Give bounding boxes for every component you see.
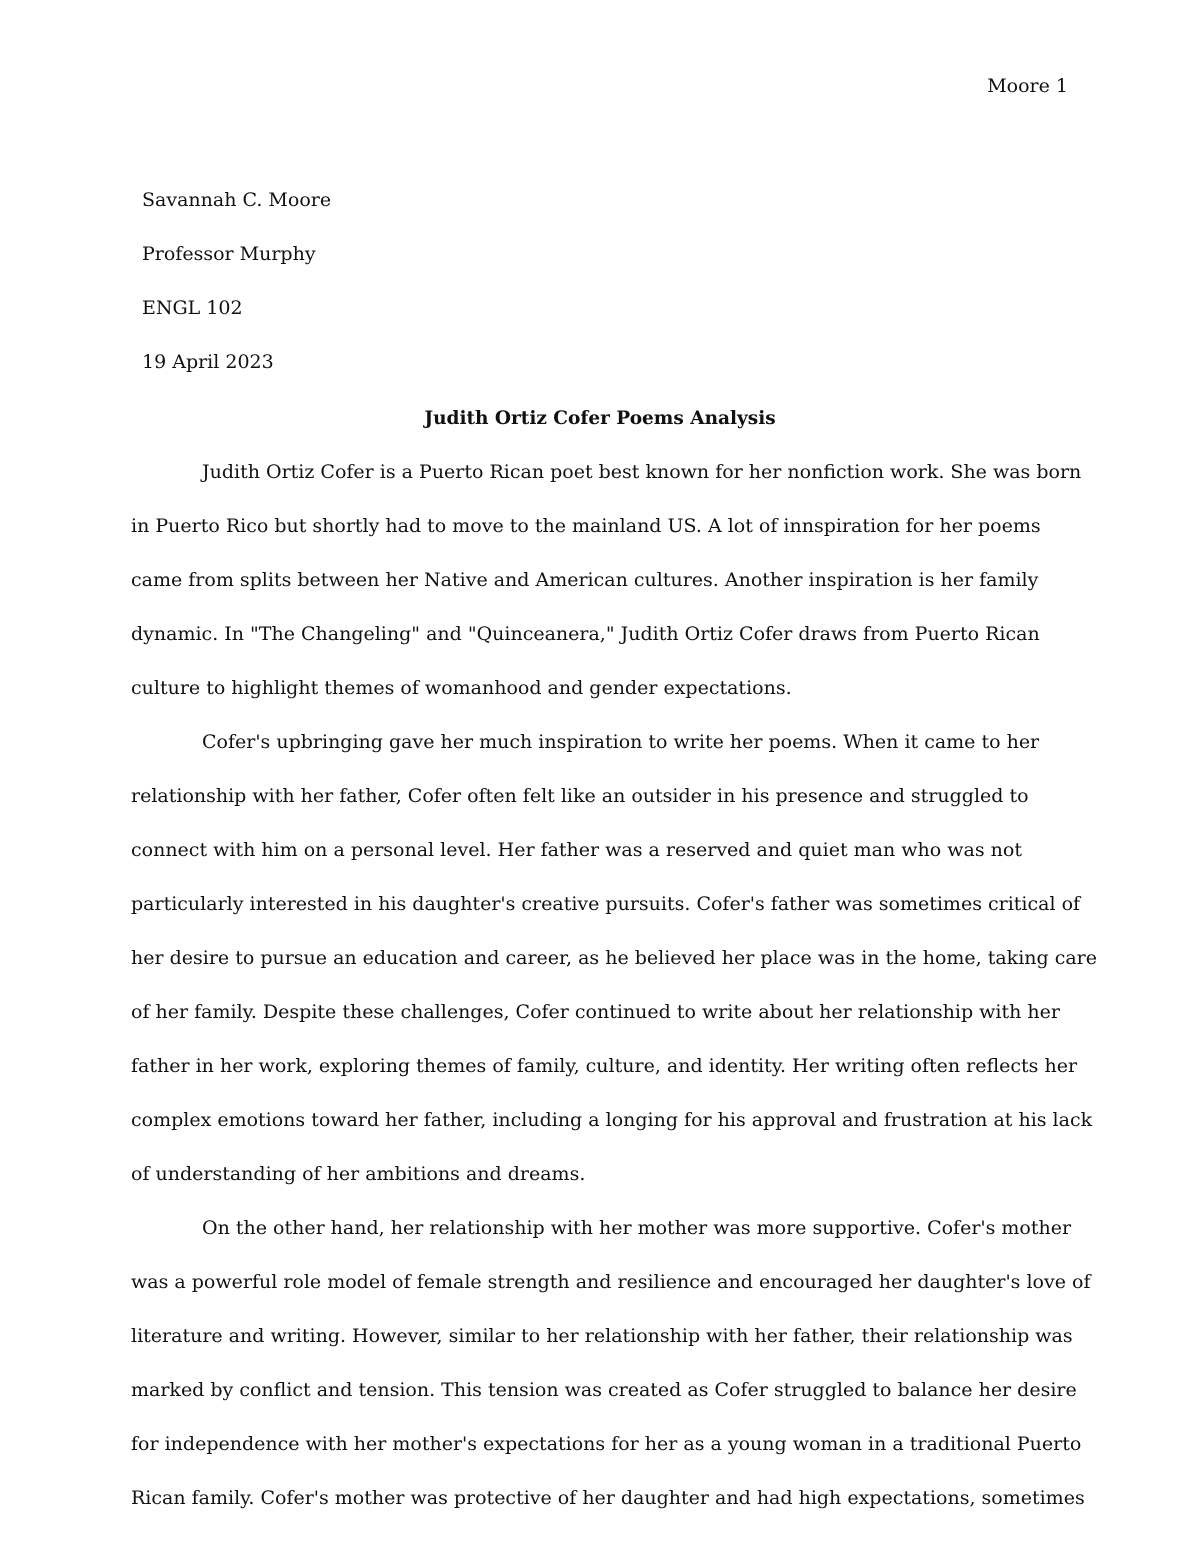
page-header: Moore 1 [987,75,1068,97]
essay-body [131,458,1098,1538]
text-line: culture to highlight themes of womanhood and gender expectations. [131,677,792,699]
text-line: literature and writing. However, similar to her relationship with her father, their relationship was [131,1325,1073,1347]
course-name: ENGL 102 [142,297,243,319]
text-line: dynamic. In "The Changeling" and "Quinceanera," Judith Ortiz Cofer draws from Puerto Rican [131,623,1040,645]
text-line: marked by conflict and tension. This tension was created as Cofer struggled to balance her desire [131,1379,1077,1401]
text-line: complex emotions toward her father, including a longing for his approval and frustration at his lack [131,1109,1093,1131]
text-line: Rican family. Cofer's mother was protective of her daughter and had high expectations, sometimes [131,1487,1085,1509]
text-line: came from splits between her Native and American cultures. Another inspiration is her family [131,569,1039,591]
paragraph-3 [131,1214,1091,1538]
text-line: particularly interested in his daughter's creative pursuits. Cofer's father was sometimes critical of [131,893,1081,915]
mla-heading [142,186,1042,402]
paragraph-1 [131,458,1082,728]
text-line: Cofer's upbringing gave her much inspiration to write her poems. When it came to her [202,731,1040,753]
essay-date: 19 April 2023 [142,351,274,373]
student-name: Savannah C. Moore [142,189,332,211]
text-line: connect with him on a personal level. Her father was a reserved and quiet man who was not [131,839,1022,861]
professor-name: Professor Murphy [142,243,316,265]
text-line: in Puerto Rico but shortly had to move to the mainland US. A lot of innspiration for her poems [131,515,1041,537]
text-line: for independence with her mother's expectations for her as a young woman in a traditional Puerto [131,1433,1082,1455]
text-line: On the other hand, her relationship with her mother was more supportive. Cofer's mother [202,1217,1072,1239]
text-line: of understanding of her ambitions and dreams. [131,1163,586,1185]
text-line: of her family. Despite these challenges, Cofer continued to write about her relationship with her [131,1001,1060,1023]
text-line: Judith Ortiz Cofer is a Puerto Rican poet best known for her nonfiction work. She was born [202,461,1082,483]
text-line: was a powerful role model of female strength and resilience and encouraged her daughter's love of [131,1271,1091,1293]
text-line: relationship with her father, Cofer often felt like an outsider in his presence and struggled to [131,785,1029,807]
text-line: her desire to pursue an education and career, as he believed her place was in the home, taking care [131,947,1098,969]
paragraph-2 [131,728,1098,1214]
essay-title: Judith Ortiz Cofer Poems Analysis [424,408,776,429]
text-line: father in her work, exploring themes of family, culture, and identity. Her writing often reflects her [131,1055,1078,1077]
